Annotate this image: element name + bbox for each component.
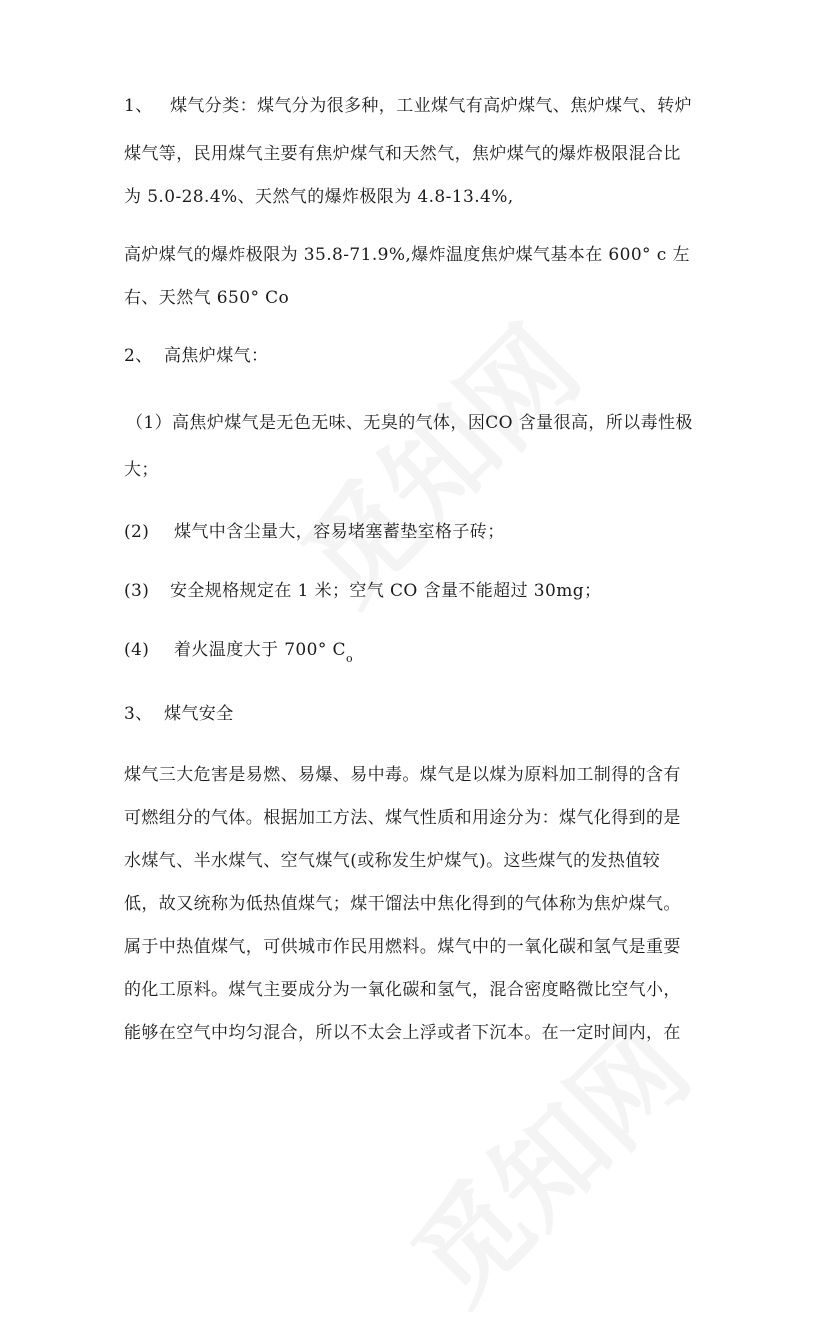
section2-number: 2、 (124, 346, 153, 366)
section1-line-3: 为 5.0-28.4%、天然气的爆炸极限为 4.8-13.4%, (124, 187, 514, 207)
section3-para-line-2: 可燃组分的气体。根据加工方法、煤气性质和用途分为：煤气化得到的是 (124, 808, 681, 828)
item-1-text: 高焦炉煤气是无色无味、无臭的气体，因CO 含量很高，所以毒性极 (172, 413, 693, 433)
section3-number: 3、 (124, 704, 153, 724)
section2-item-4 (124, 638, 353, 664)
item-2-number: (2) (124, 522, 150, 542)
section2-item-3 (124, 579, 601, 603)
item-4-text: 着火温度大于 700° C (174, 640, 346, 660)
section2-title: 高焦炉煤气： (164, 346, 269, 366)
item-1-number: （1） (126, 413, 173, 433)
section1-line-1 (124, 94, 692, 118)
section3-para-line-4: 低，故又统称为低热值煤气；煤干馏法中焦化得到的气体称为焦炉煤气。 (124, 894, 681, 914)
section3-para-line-6: 的化工原料。煤气主要成分为一氧化碳和氢气，混合密度略微比空气小， (124, 980, 681, 1000)
section3-para-line-7: 能够在空气中均匀混合，所以不太会上浮或者下沉本。在一定时间内，在 (124, 1023, 681, 1043)
item-2-text: 煤气中含尘量大，容易堵塞蓄垫室格子砖； (174, 522, 505, 542)
item-3-text: 安全规格规定在 1 米；空气 CO 含量不能超过 30mg； (170, 581, 602, 601)
section1-cont-2: 右、天然气 650° Co (124, 288, 290, 308)
item-4-subscript: o (345, 652, 353, 665)
section3-para-line-1: 煤气三大危害是易燃、易爆、易中毒。煤气是以煤为原料加工制得的含有 (124, 765, 681, 785)
section3-para-line-3: 水煤气、半水煤气、空气煤气(或称发生炉煤气)。这些煤气的发热值较 (124, 851, 661, 871)
section1-cont-1: 高炉煤气的爆炸极限为 35.8-71.9%,爆炸温度焦炉煤气基本在 600° c 左 (124, 245, 690, 265)
section3-heading (124, 702, 234, 726)
section1-text-1: 煤气分类：煤气分为很多种，工业煤气有高炉煤气、焦炉煤气、转炉 (170, 96, 692, 116)
section2-heading (124, 344, 268, 368)
section2-item-1-cont: 大； (124, 460, 159, 480)
section1-number: 1、 (124, 96, 153, 116)
section2-item-1 (126, 411, 693, 435)
item-4-number: (4) (124, 640, 150, 660)
section3-para-line-5: 属于中热值煤气，可供城市作民用燃料。煤气中的一氧化碳和氢气是重要 (124, 937, 681, 957)
section3-title: 煤气安全 (164, 704, 234, 724)
section2-item-2 (124, 520, 505, 544)
section1-line-2: 煤气等，民用煤气主要有焦炉煤气和天然气，焦炉煤气的爆炸极限混合比 (124, 144, 681, 164)
item-3-number: (3) (124, 581, 150, 601)
